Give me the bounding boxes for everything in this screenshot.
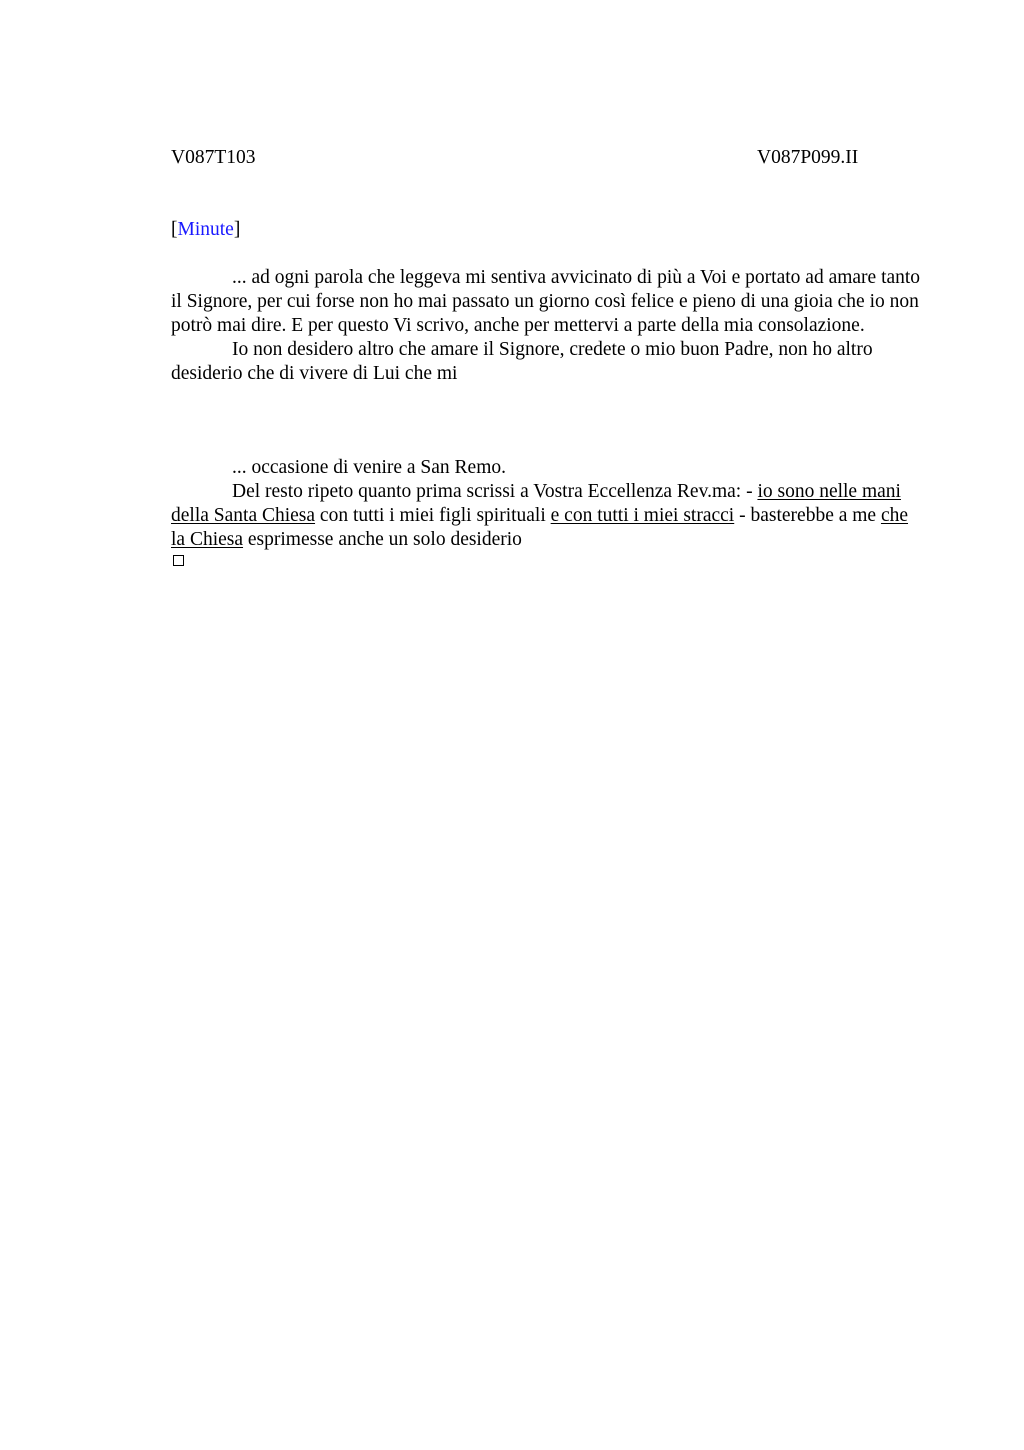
underlined-phrase: io sono nelle mani della Santa Chiesa	[171, 481, 901, 526]
minute-link[interactable]: Minute	[177, 219, 234, 240]
text-run: Del resto ripeto quanto prima scrissi a Vostra Eccellenza Rev.ma: -	[232, 481, 758, 502]
paragraph-3: ... occasione di venire a San Remo.	[232, 457, 506, 478]
open-bracket: [	[171, 219, 178, 240]
paragraph-2: Io non desidero altro che amare il Signore, credete o mio buon Padre, non ho altro desiderio che di vivere di Lui che mi	[171, 339, 873, 384]
square-outline-icon	[173, 555, 184, 566]
document-code-right: V087P099.II	[757, 147, 859, 168]
text-run: - basterebbe a me	[734, 505, 881, 526]
section-label	[171, 218, 240, 242]
text-block-2	[171, 456, 923, 552]
underlined-phrase: che la Chiesa	[171, 505, 909, 550]
close-bracket: ]	[233, 219, 241, 240]
text-block-1	[171, 266, 923, 386]
paragraph-4	[171, 480, 923, 552]
paragraph-1: ... ad ogni parola che leggeva mi sentiva avvicinato di più a Voi e portato ad amare tanto il Signore, per cui forse non ho mai passato un giorno così felice e pieno di una gioia che io non potrò mai dire. E per questo Vi scrivo, anche per mettervi a parte della mia consolazione.	[171, 267, 921, 336]
document-code-left: V087T103	[171, 147, 256, 168]
text-run: esprimesse anche un solo desiderio	[243, 529, 522, 550]
underlined-phrase: e con tutti i miei stracci	[550, 505, 735, 526]
text-run: con tutti i miei figli spirituali	[315, 505, 551, 526]
